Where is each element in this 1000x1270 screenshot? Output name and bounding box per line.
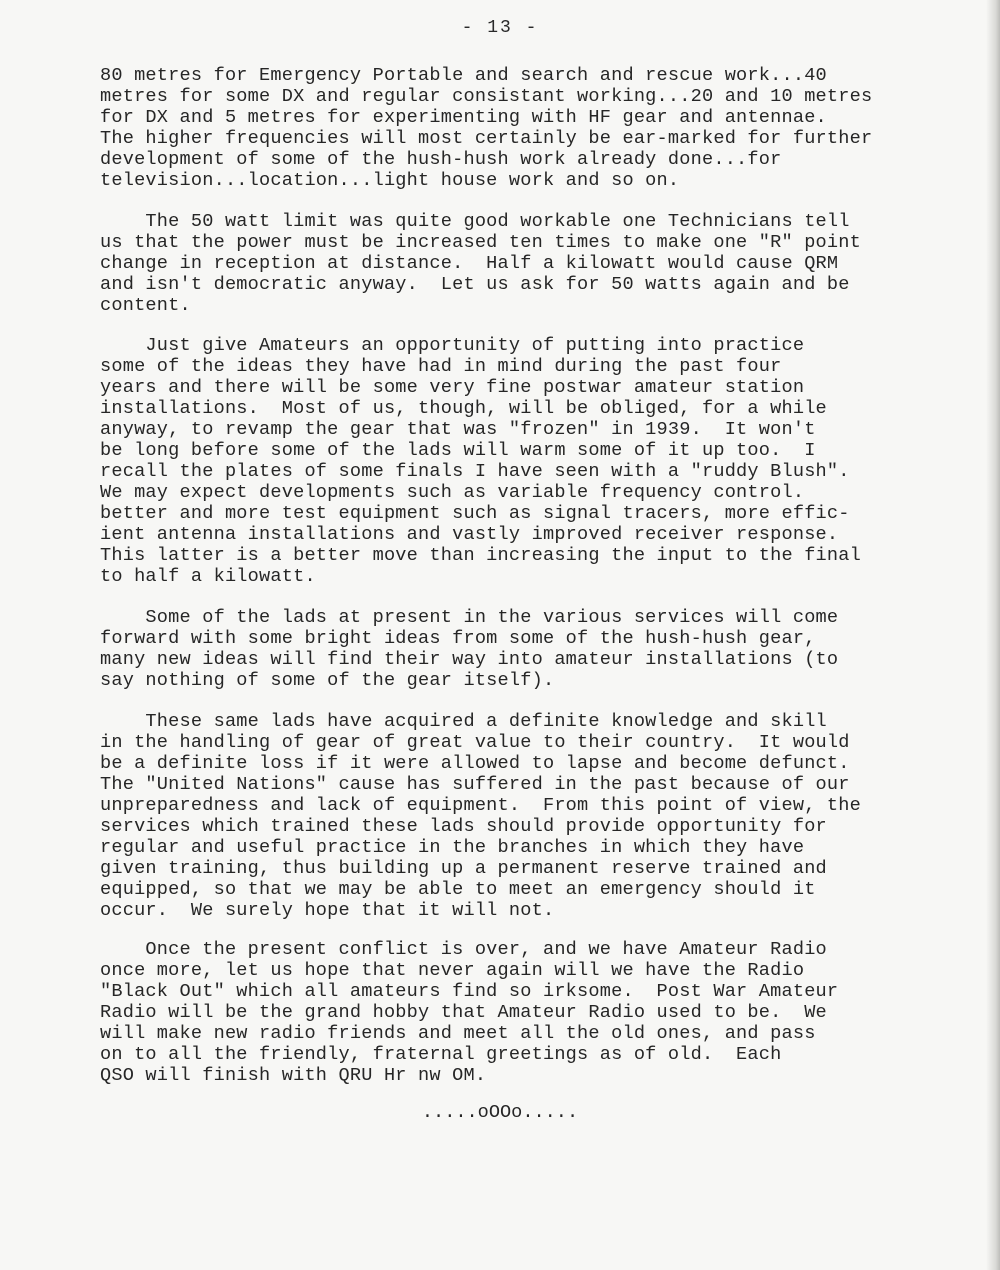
text-line: once more, let us hope that never again will we have the Radio	[100, 960, 805, 981]
text-line: some of the ideas they have had in mind during the past four	[100, 356, 782, 377]
text-line: forward with some bright ideas from some of the hush-hush gear,	[100, 628, 816, 649]
text-line: say nothing of some of the gear itself).	[100, 670, 555, 691]
text-line: be long before some of the lads will warm some of it up too. I	[100, 440, 816, 461]
text-line: services which trained these lads should provide opportunity for	[100, 816, 827, 837]
text-line: television...location...light house work and so on.	[100, 170, 680, 191]
text-line: metres for some DX and regular consistant working...20 and 10 metres	[100, 86, 873, 107]
text-line: These same lads have acquired a definite knowledge and skill	[100, 711, 827, 732]
page-edge-shadow	[986, 0, 1000, 1270]
text-line: This latter is a better move than increasing the input to the final	[100, 545, 861, 566]
text-line: The higher frequencies will most certainly be ear-marked for further	[100, 128, 873, 149]
text-line: Once the present conflict is over, and we have Amateur Radio	[100, 939, 827, 960]
text-line: equipped, so that we may be able to meet an emergency should it	[100, 879, 816, 900]
text-line: installations. Most of us, though, will be obliged, for a while	[100, 398, 827, 419]
text-line: The 50 watt limit was quite good workable one Technicians tell	[100, 211, 850, 232]
text-line: ient antenna installations and vastly improved receiver response.	[100, 524, 839, 545]
text-line: on to all the friendly, fraternal greetings as of old. Each	[100, 1044, 782, 1065]
text-line: recall the plates of some finals I have seen with a "ruddy Blush".	[100, 461, 850, 482]
text-line: Radio will be the grand hobby that Amateur Radio used to be. We	[100, 1002, 827, 1023]
text-line: given training, thus building up a permanent reserve trained and	[100, 858, 827, 879]
text-line: many new ideas will find their way into amateur installations (to	[100, 649, 839, 670]
text-line: Just give Amateurs an opportunity of putting into practice	[100, 335, 805, 356]
text-line: We may expect developments such as variable frequency control.	[100, 482, 805, 503]
text-line: 80 metres for Emergency Portable and search and rescue work...40	[100, 65, 827, 86]
text-line: QSO will finish with QRU Hr nw OM.	[100, 1065, 487, 1086]
text-line: and isn't democratic anyway. Let us ask for 50 watts again and be	[100, 274, 850, 295]
text-line: regular and useful practice in the branches in which they have	[100, 837, 805, 858]
text-line: be a definite loss if it were allowed to lapse and become defunct.	[100, 753, 850, 774]
text-line: occur. We surely hope that it will not.	[100, 900, 555, 921]
text-line: Some of the lads at present in the various services will come	[100, 607, 839, 628]
text-line: development of some of the hush-hush work already done...for	[100, 149, 782, 170]
text-line: years and there will be some very fine postwar amateur station	[100, 377, 805, 398]
text-line: "Black Out" which all amateurs find so irksome. Post War Amateur	[100, 981, 839, 1002]
text-line: to half a kilowatt.	[100, 566, 316, 587]
text-line: will make new radio friends and meet all the old ones, and pass	[100, 1023, 816, 1044]
text-line: content.	[100, 295, 191, 316]
text-line: change in reception at distance. Half a kilowatt would cause QRM	[100, 253, 839, 274]
text-line: anyway, to revamp the gear that was "frozen" in 1939. It won't	[100, 419, 816, 440]
text-line: in the handling of gear of great value to their country. It would	[100, 732, 850, 753]
text-line: unpreparedness and lack of equipment. From this point of view, the	[100, 795, 861, 816]
ending-mark: .....oOOo.....	[421, 1102, 579, 1123]
text-line: The "United Nations" cause has suffered in the past because of our	[100, 774, 850, 795]
text-line: us that the power must be increased ten times to make one "R" point	[100, 232, 861, 253]
page-number: - 13 -	[461, 18, 539, 38]
text-line: for DX and 5 metres for experimenting with HF gear and antennae.	[100, 107, 827, 128]
text-line: better and more test equipment such as signal tracers, more effic-	[100, 503, 850, 524]
